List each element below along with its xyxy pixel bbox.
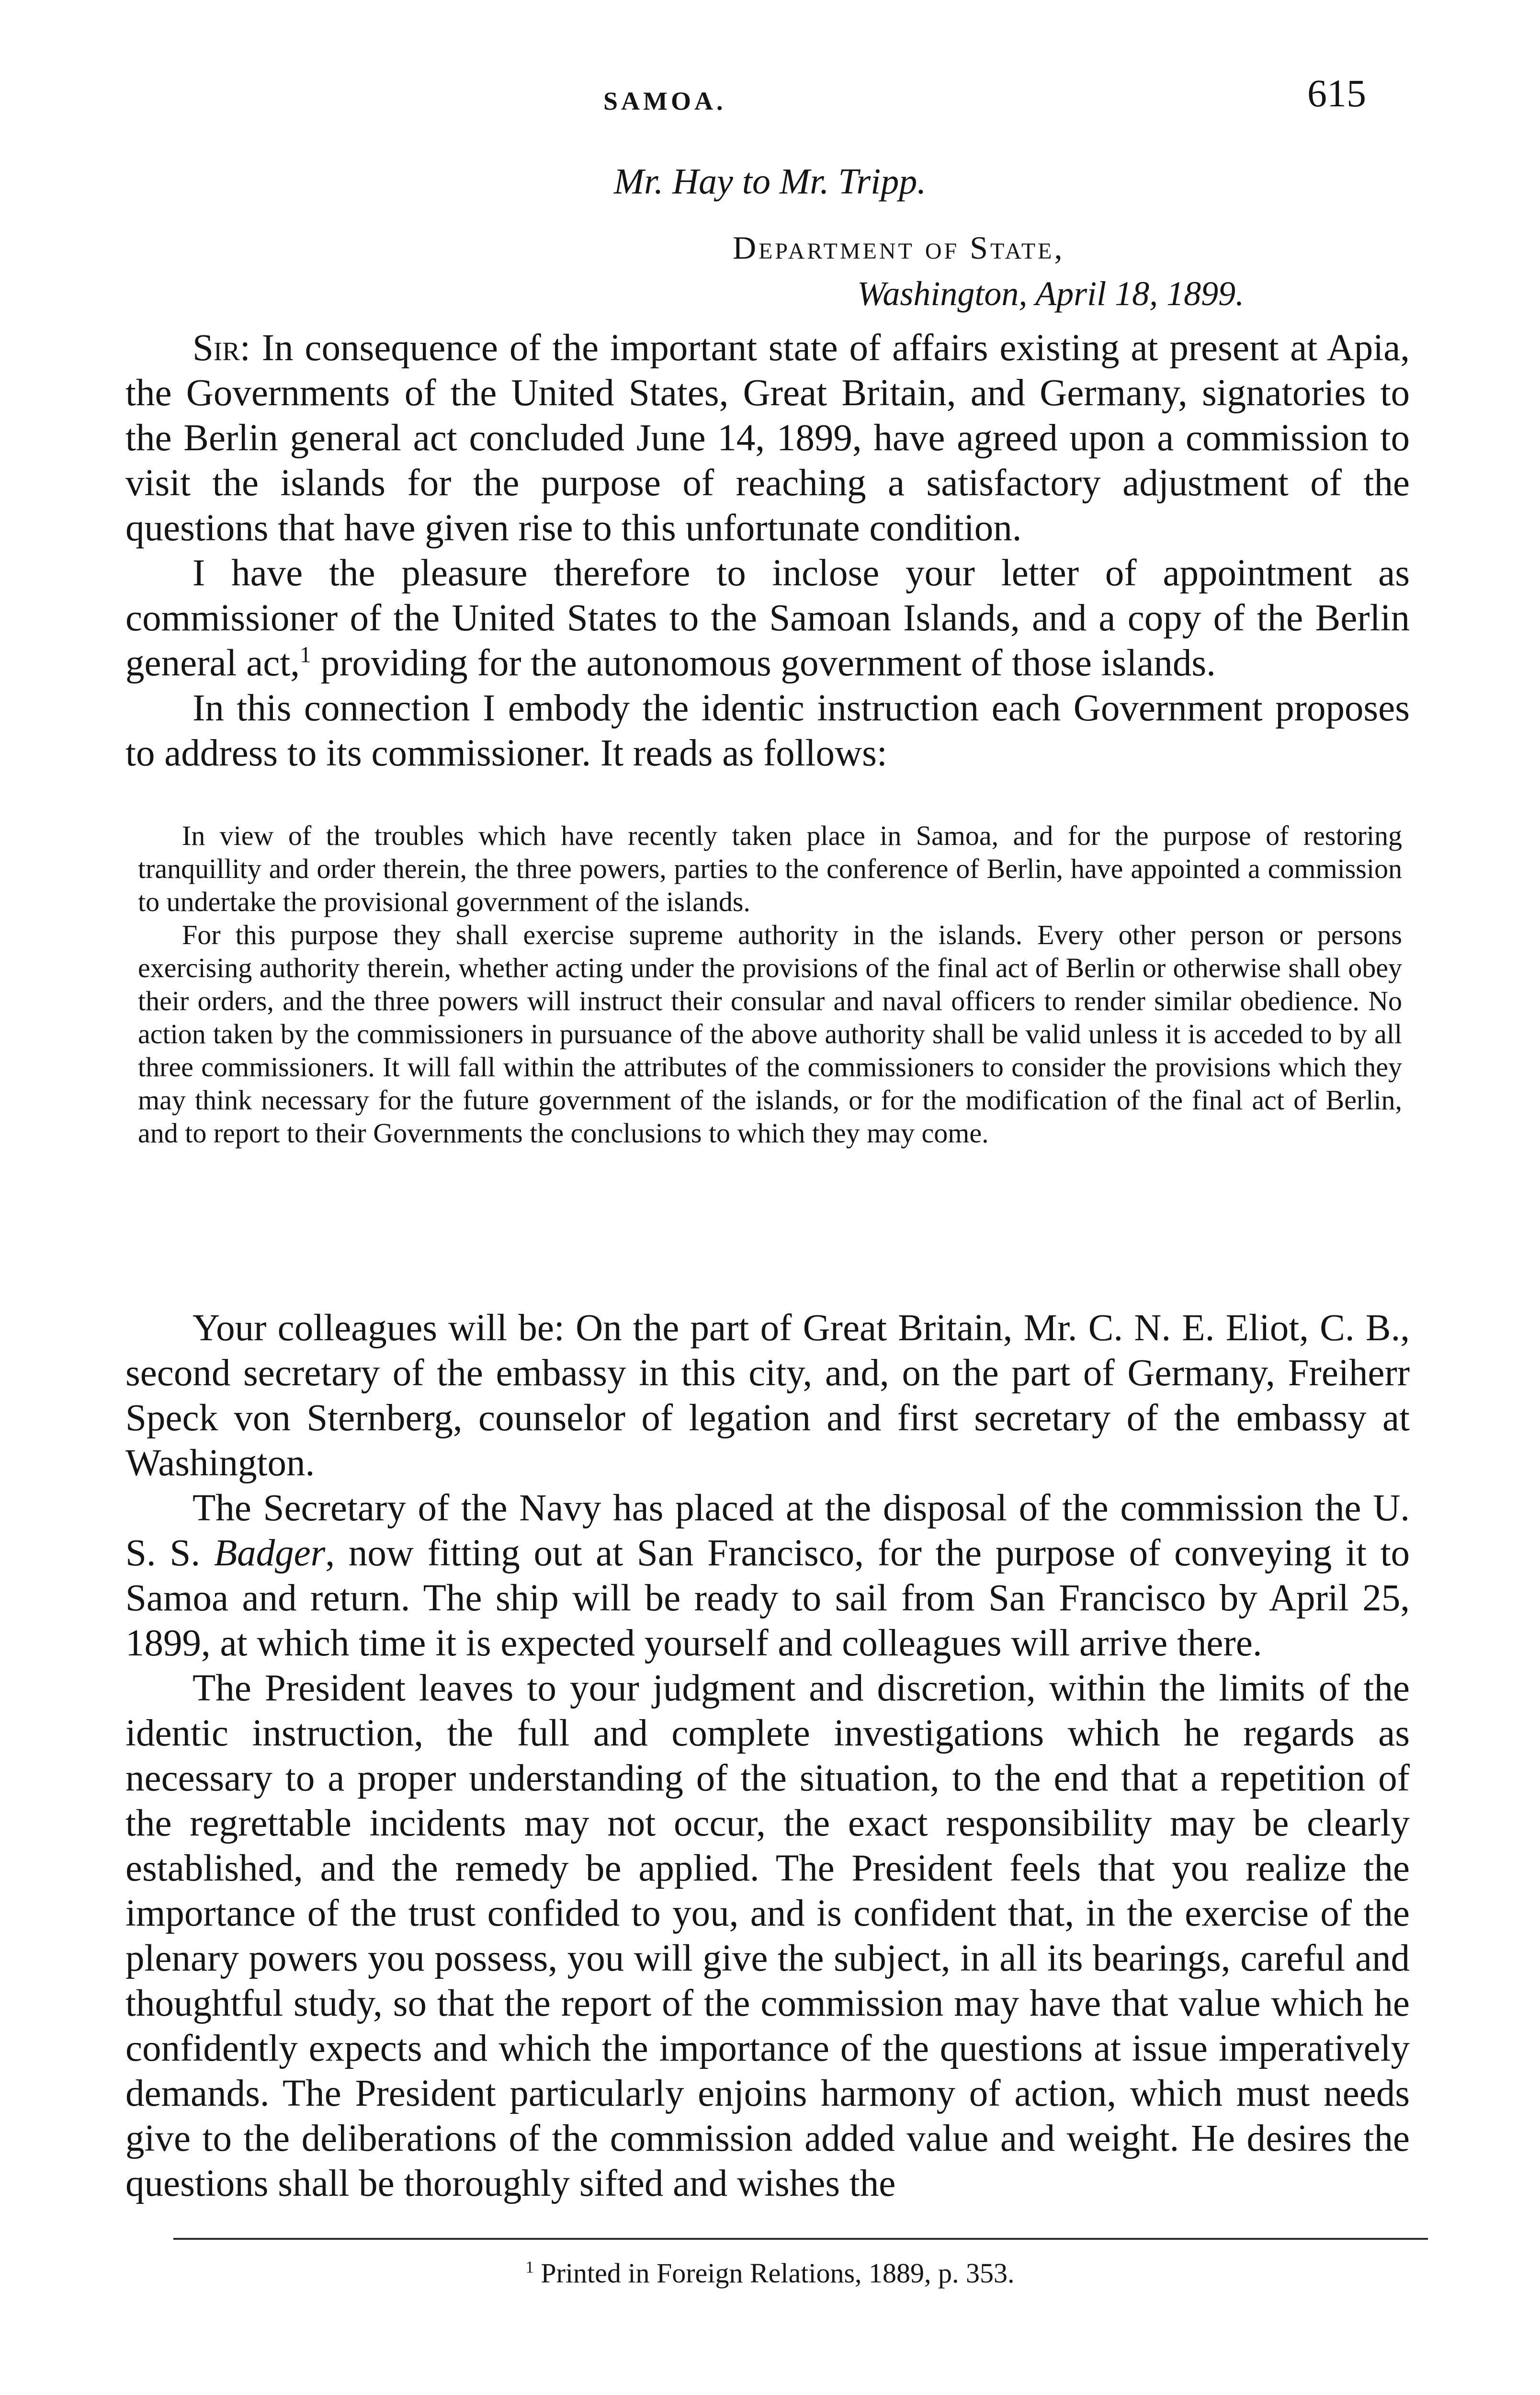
paragraph-2-text-a: I have the pleasure therefore to inclose your letter of appointment as commissioner of the United States to the Samoan Islands, and a copy of the Berlin general act,: [125, 552, 1410, 684]
paragraph-5: [125, 1486, 1410, 1666]
paragraph-4: Your colleagues will be: On the part of Great Britain, Mr. C. N. E. Eliot, C. B., second secretary of the embassy in this city, and, on the part of Germany, Freiherr Speck von Sternberg, counselor of legation and first secretary of the embassy at Washington.: [125, 1307, 1410, 1484]
footnote-divider: [173, 2238, 1428, 2240]
paragraph-5-text-b: , now fitting out at San Francisco, for the purpose of conveying it to Samoa and return. The ship will be ready to sail from San Francisco by April 25, 1899, at which time it is expected yourself and colleagues will arrive there.: [125, 1532, 1410, 1664]
footnote-mark: 1: [525, 2258, 534, 2277]
footnote: [0, 2257, 1540, 2289]
footnote-reference: 1: [300, 642, 311, 668]
identic-instruction-quote: [138, 819, 1402, 1150]
paragraph-2: [125, 551, 1410, 686]
dateline-place-date: Washington, April 18, 1899.: [857, 274, 1245, 313]
paragraph-1-text: In consequence of the important state of affairs existing at present at Apia, the Governments of the United States, Great Britain, and Germany, signatories to the Berlin general act concluded June 14, 1899, have agreed upon a commission to visit the islands for the purpose of reaching a satisfactory adjustment of the questions that have given rise to this unfortunate condition.: [125, 327, 1410, 549]
quote-paragraph-2: For this purpose they shall exercise supreme authority in the islands. Every other person or persons exercising authority therein, whether acting under the provisions of the final act of Berlin or otherwise shall obey their orders, and the three powers will instruct their consular and naval officers to render similar obedience. No action taken by the commissioners in pursuance of the above authority shall be valid unless it is acceded to by all three commissioners. It will fall within the attributes of the commissioners to consider the provisions which they may think necessary for the future government of the islands, or for the modification of the final act of Berlin, and to report to their Governments the conclusions to which they may come.: [138, 919, 1402, 1149]
paragraph-6: The President leaves to your judgment and discretion, within the limits of the identic instruction, the full and complete investigations which he regards as necessary to a proper understanding of the situation, to the end that a repetition of the regrettable incidents may not occur, the exact responsibility may be clearly established, and the remedy be applied. The President feels that you realize the importance of the trust confided to you, and is confident that, in the exercise of the plenary powers you possess, you will give the subject, in all its bearings, careful and thoughtful study, so that the report of the commission may have that value which he confidently expects and which the importance of the questions at issue imperatively demands. The President particularly enjoins harmony of action, which must needs give to the deliberations of the commission added value and weight. He desires the questions shall be thoroughly sifted and wishes the: [125, 1667, 1410, 2204]
letter-body-opening: [125, 326, 1410, 776]
footnote-text: Printed in Foreign Relations, 1889, p. 353.: [541, 2258, 1015, 2289]
paragraph-3: In this connection I embody the identic instruction each Government proposes to address to its commissioner. It reads as follows:: [125, 687, 1410, 774]
paragraph-5-text-a: The Secretary of the Navy has placed at the disposal of the commission the U. S. S.: [125, 1487, 1410, 1574]
running-head: SAMOA.: [603, 87, 726, 115]
paragraph-2-text-b: providing for the autonomous government of those islands.: [320, 642, 1216, 684]
quote-paragraph-1: In view of the troubles which have recently taken place in Samoa, and for the purpose of restoring tranquillity and order therein, the three powers, parties to the conference of Berlin, have appointed a commission to undertake the provisional government of the islands.: [138, 820, 1402, 917]
salutation: Sir:: [192, 327, 250, 369]
dateline-department: Department of State,: [733, 229, 1065, 266]
letter-heading: Mr. Hay to Mr. Tripp.: [613, 161, 927, 202]
page-number: 615: [1307, 71, 1366, 115]
paragraph-1: [125, 326, 1410, 551]
ship-name: Badger: [214, 1532, 326, 1574]
letter-body-continued: [125, 1306, 1410, 2206]
